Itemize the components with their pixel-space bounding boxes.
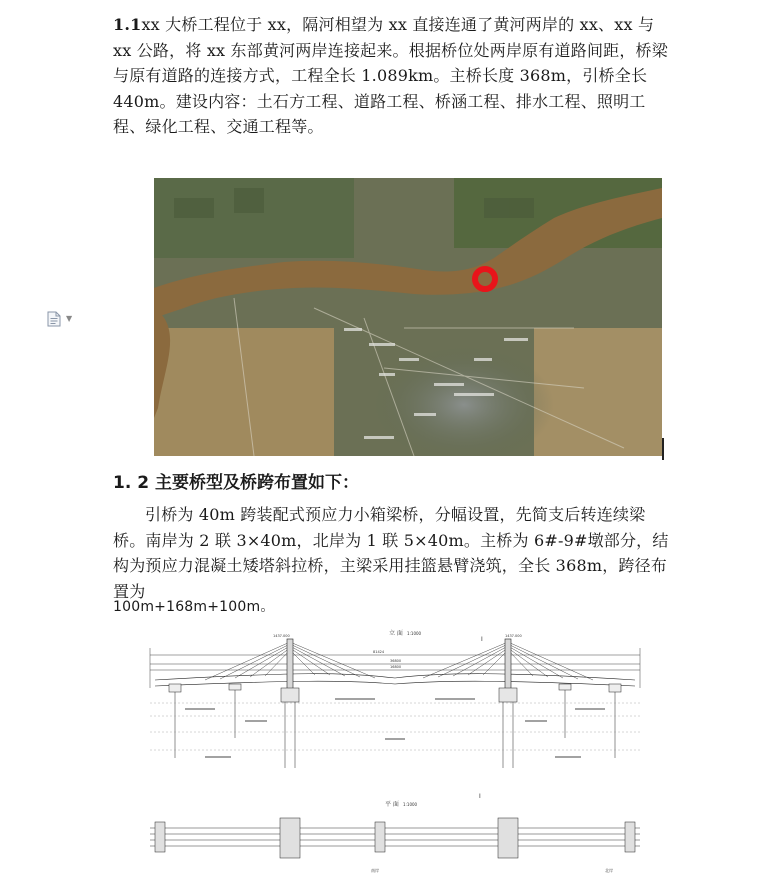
text-cursor: [662, 438, 664, 460]
paragraph-1-2: [113, 502, 673, 604]
section-1-2-heading: 1. 2 主要桥型及桥跨布置如下：: [113, 473, 359, 493]
tower-left-label: 1437.000: [273, 634, 290, 638]
dim-mid: 36800: [390, 659, 402, 663]
plan-title: 平 面: [385, 801, 399, 808]
dim-main: 16800: [390, 665, 402, 669]
satellite-map-image: [154, 178, 662, 456]
plan-scale: 1:1000: [403, 802, 418, 807]
elevation-scale: 1:1000: [407, 631, 422, 636]
section-mark-bottom: I: [479, 793, 481, 800]
section-mark-top: I: [481, 636, 483, 643]
elevation-title: 立 面: [389, 630, 403, 637]
section-1-1-text: xx 大桥工程位于 xx，隔河相望为 xx 直接连通了黄河两岸的 xx、xx 与 xx 公路，将 xx 东部黄河两岸连接起来。根据桥位处两岸原有道路间距，桥梁与原有道路的连接方式，工程全长 1.089km。主桥长度 368m，引桥全长 440m。建设内容：土石方工程、道路工程、桥涵工程、排水工程、照明工程、绿化工程、交通工程等。: [113, 15, 668, 136]
bridge-drawing: [145, 628, 645, 875]
tower-right-label: 1437.000: [505, 634, 522, 638]
north-bank-label: 北岸: [605, 868, 613, 873]
dim-total: 81424: [373, 650, 385, 654]
chevron-down-icon[interactable]: ▼: [66, 314, 73, 323]
span-arrangement: 100m+168m+100m。: [113, 599, 275, 615]
tower-right: [505, 639, 511, 689]
paragraph-1-1: [113, 12, 673, 140]
tower-left: [287, 639, 293, 689]
south-bank-label: 南岸: [371, 868, 379, 873]
section-1-2-text: 引桥为 40m 跨装配式预应力小箱梁桥，分幅设置，先简支后转连续梁桥。南岸为 2 联 3×40m，北岸为 1 联 5×40m。主桥为 6#-9#墩部分，结构为预应力混凝土矮塔斜拉桥，主梁采用挂篮悬臂浇筑，全长 368m，跨径布置为: [113, 505, 669, 601]
section-number: 1.1: [113, 15, 142, 34]
